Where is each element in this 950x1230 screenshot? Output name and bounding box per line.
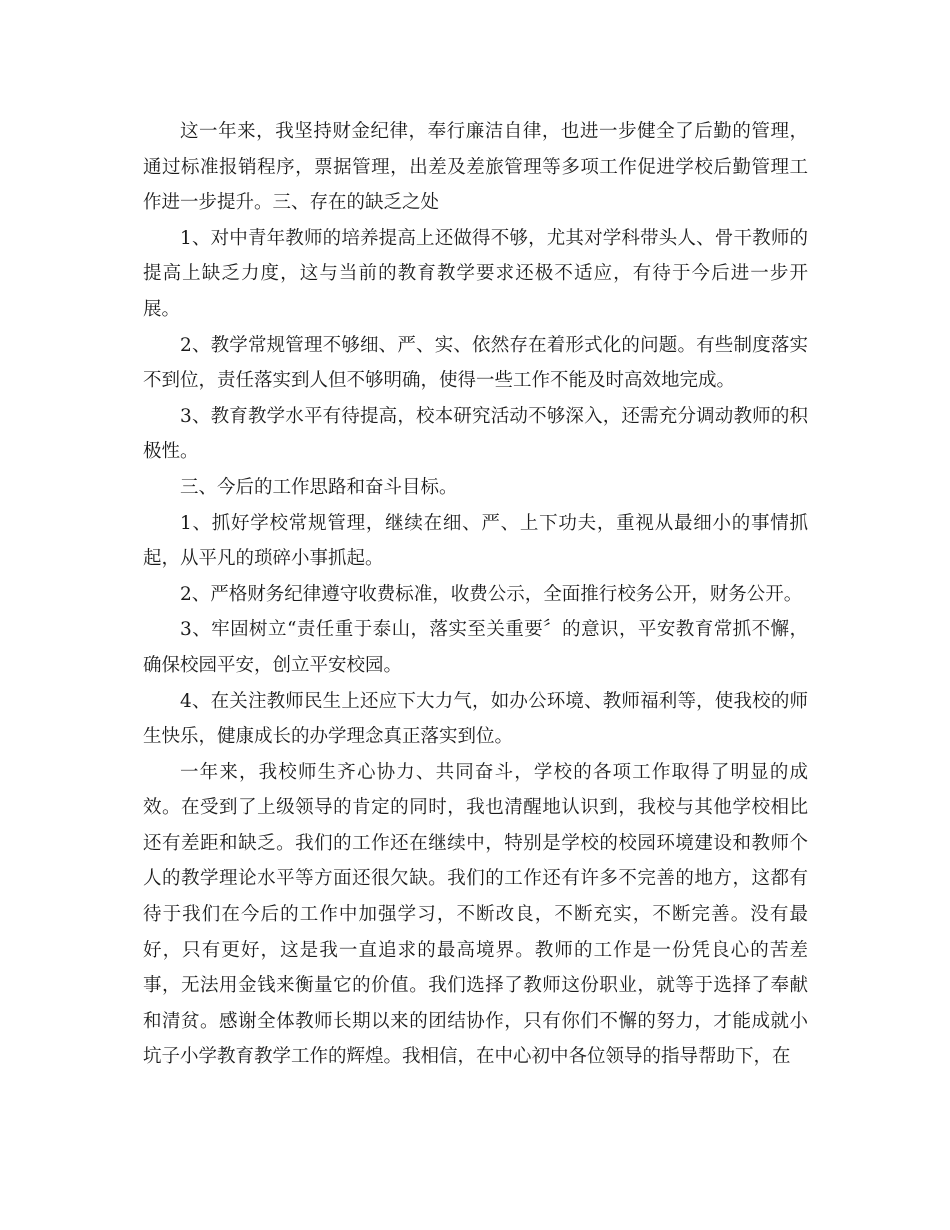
paragraph-goal-4: 4、在关注教师民生上还应下大力气，如办公环境、教师福利等，使我校的师生快乐，健康成长的办学理念真正落实到位。: [143, 690, 808, 748]
paragraph-shortcoming-1: 1、对中青年教师的培养提高上还做得不够，尤其对学科带头人、骨干教师的提高上缺乏力度，这与当前的教育教学要求还极不适应，有待于今后进一步开展。: [143, 227, 808, 320]
paragraph-shortcoming-3: 3、教育教学水平有待提高，校本研究活动不够深入，还需充分调动教师的积极性。: [143, 405, 808, 463]
paragraph-goal-2: 2、严格财务纪律遵守收费标准，收费公示，全面推行校务公开，财务公开。: [180, 583, 803, 605]
document-body: [143, 114, 808, 1075]
section-heading-future-goals: 三、今后的工作思路和奋斗目标。: [180, 476, 458, 498]
paragraph-shortcoming-2: 2、教学常规管理不够细、严、实、依然存在着形式化的问题。有些制度落实不到位，责任落实到人但不够明确，使得一些工作不能及时高效地完成。: [143, 334, 808, 392]
paragraph-goal-1: 1、抓好学校常规管理，继续在细、严、上下功夫，重视从最细小的事情抓起，从平凡的琐碎小事抓起。: [143, 512, 808, 570]
paragraph-finance-discipline: 这一年来，我坚持财金纪律，奉行廉洁自律，也进一步健全了后勤的管理，通过标准报销程序，票据管理，出差及差旅管理等多项工作促进学校后勤管理工作进一步提升。三、存在的缺乏之处: [143, 121, 808, 214]
paragraph-goal-3: 3、牢固树立“责任重于泰山，落实至关重要〞的意识，平安教育常抓不懈，确保校园平安，创立平安校园。: [143, 619, 808, 676]
paragraph-conclusion: 一年来，我校师生齐心协力、共同奋斗，学校的各项工作取得了明显的成效。在受到了上级领导的肯定的同时，我也清醒地认识到，我校与其他学校相比还有差距和缺乏。我们的工作还在继续中，特别是学校的校园环境建设和教师个人的教学理论水平等方面还很欠缺。我们的工作还有许多不完善的地方，这都有待于我们在今后的工作中加强学习，不断改良，不断充实，不断完善。没有最好，只有更好，这是我一直追求的最高境界。教师的工作是一份凭良心的苦差事，无法用金钱来衡量它的价值。我们选择了教师这份职业，就等于选择了奉献和清贫。感谢全体教师长期以来的团结协作，只有你们不懈的努力，才能成就小坑子小学教育教学工作的辉煌。我相信，在中心初中各位领导的指导帮助下，在: [143, 761, 808, 1068]
